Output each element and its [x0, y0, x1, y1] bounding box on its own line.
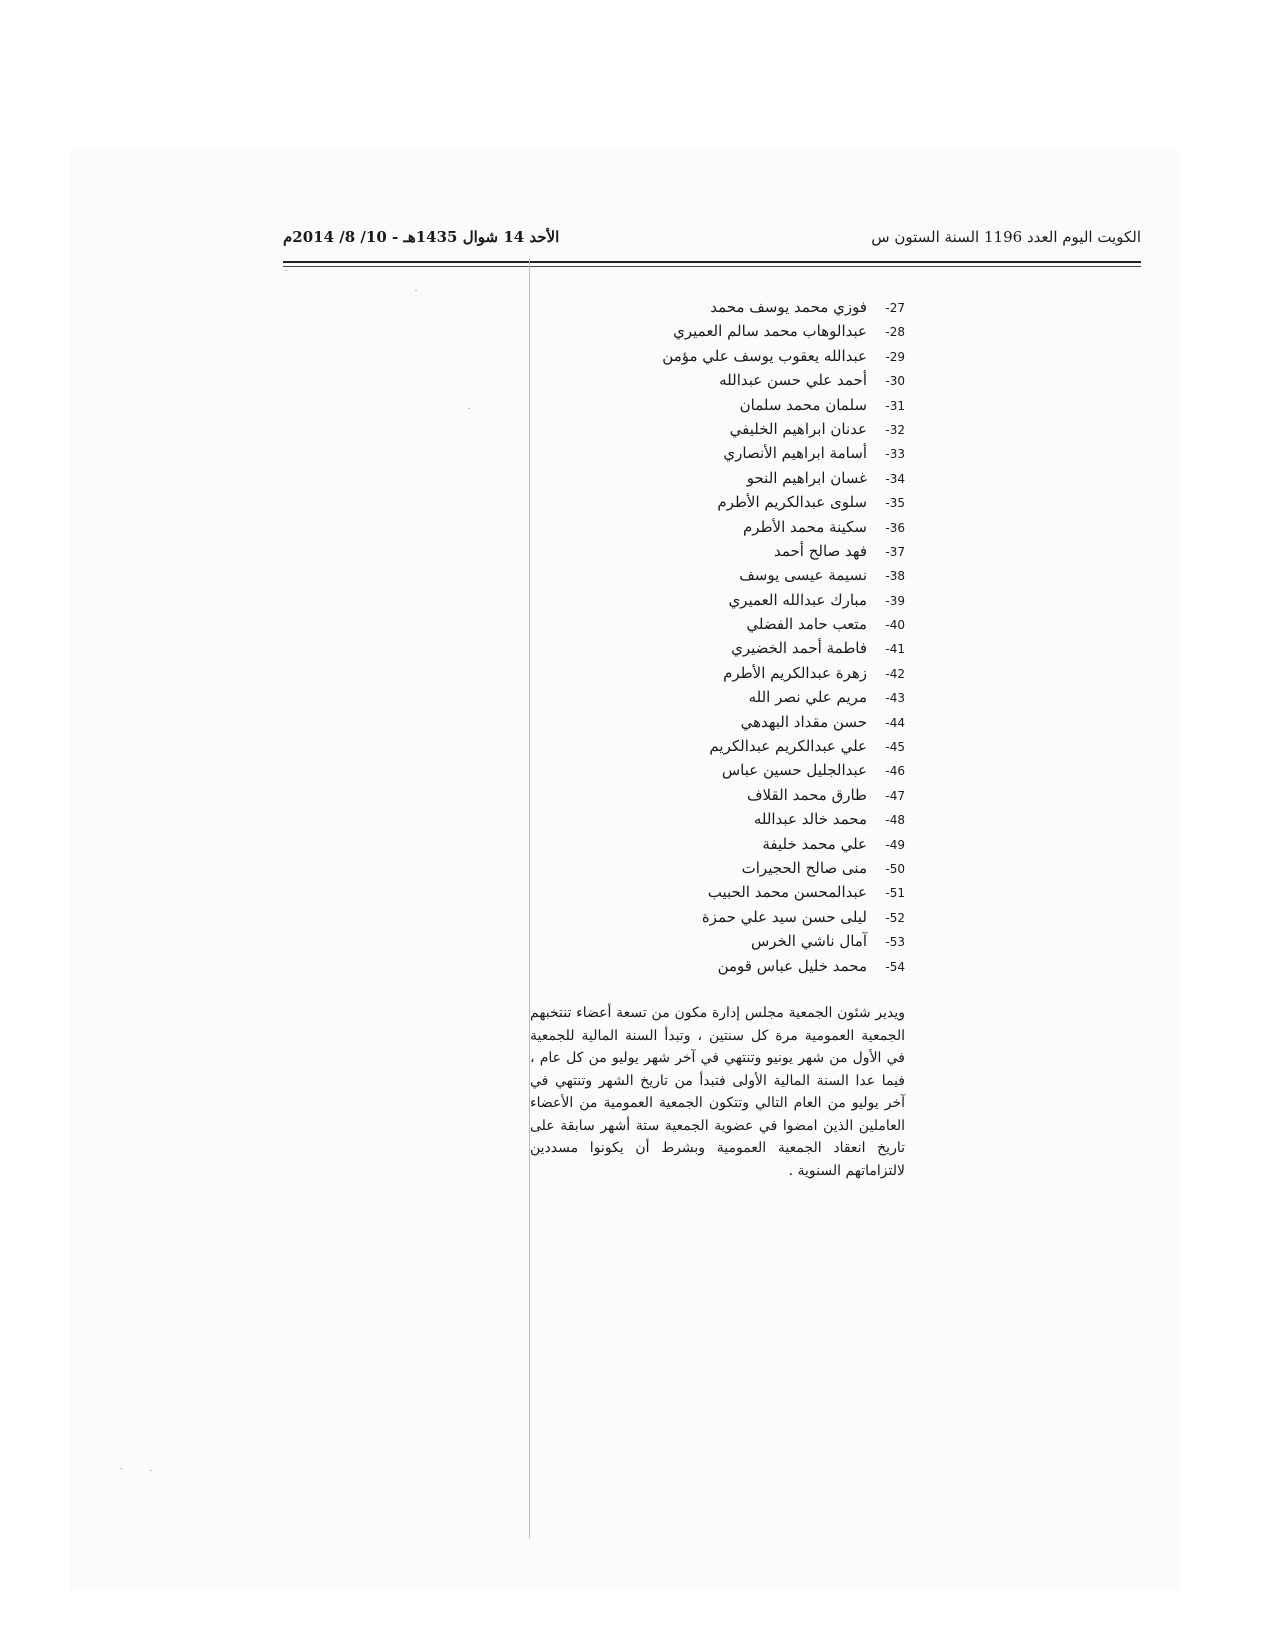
- list-item-number: 35-: [885, 496, 905, 511]
- list-item-name: محمد خليل عباس قومن: [717, 956, 867, 975]
- list-item-number: 30-: [885, 374, 905, 389]
- list-item-name: علي محمد خليفة: [762, 834, 867, 853]
- list-item-name: غسان ابراهيم النحو: [746, 468, 867, 487]
- list-item: [585, 295, 905, 319]
- list-item: [585, 929, 905, 953]
- scan-speck: [285, 270, 287, 271]
- list-item-number: 28-: [885, 325, 905, 340]
- list-item-name: ليلى حسن سيد علي حمزة: [701, 907, 867, 926]
- list-item: [585, 417, 905, 441]
- list-item-number: 52-: [885, 910, 905, 925]
- list-item: [585, 612, 905, 636]
- list-item-name: سلوى عبدالكريم الأطرم: [717, 493, 867, 512]
- list-item: [585, 880, 905, 904]
- list-item-name: أحمد علي حسن عبدالله: [719, 371, 867, 390]
- list-item: [585, 685, 905, 709]
- header-date: الأحد 14 شوال 1435هـ - 10/ 8/ 2014م: [283, 228, 560, 246]
- list-item-name: متعب حامد الفضلي: [746, 615, 867, 634]
- list-item-number: 33-: [885, 447, 905, 462]
- list-item: [585, 783, 905, 807]
- list-item: [585, 539, 905, 563]
- list-item: [585, 319, 905, 343]
- list-item-number: 38-: [885, 569, 905, 584]
- list-item-name: عبدالوهاب محمد سالم العميري: [673, 322, 867, 341]
- list-item: [585, 344, 905, 368]
- body-paragraph: ويدير شئون الجمعية مجلس إدارة مكون من تسعة أعضاء تنتخبهم الجمعية العمومية مرة كل سنتين ، وتبدأ السنة المالية للجمعية في الأول من شهر يونيو وتنتهي في آخر شهر يوليو من كل عام ، فيما عدا السنة المالية الأولى فتبدأ من تاريخ الشهر وتنتهي في آخر يوليو من العام التالي وتتكون الجمعية العمومية من الأعضاء العاملين الذين امضوا في عضوية الجمعية ستة أشهر سابقة على تاريخ انعقاد الجمعية العمومية وبشرط أن يكونوا مسددين لالتزاماتهم السنوية .: [530, 1005, 905, 1179]
- list-item-name: منى صالح الحجيرات: [741, 858, 867, 877]
- list-item: [585, 758, 905, 782]
- list-item: [585, 490, 905, 514]
- list-item: [585, 905, 905, 929]
- list-item-number: 40-: [885, 618, 905, 633]
- list-item: [585, 466, 905, 490]
- list-item: [585, 563, 905, 587]
- list-item-name: أسامة ابراهيم الأنصاري: [723, 444, 867, 463]
- list-item-name: زهرة عبدالكريم الأطرم: [723, 663, 867, 682]
- list-item: [585, 807, 905, 831]
- list-item-number: 49-: [885, 837, 905, 852]
- list-item: [585, 856, 905, 880]
- list-item-name: فاطمة أحمد الخضيري: [731, 639, 867, 658]
- list-item: [585, 515, 905, 539]
- list-item-name: حسن مقداد البهدهي: [740, 712, 867, 731]
- page-header: [283, 228, 1141, 256]
- list-item-name: فهد صالح أحمد: [773, 541, 867, 560]
- list-item-name: طارق محمد القلاف: [746, 785, 867, 804]
- list-item-number: 51-: [885, 886, 905, 901]
- list-item-number: 29-: [885, 349, 905, 364]
- scan-speck: [150, 1470, 152, 1471]
- header-publication-info: الكويت اليوم العدد 1196 السنة الستون س: [871, 228, 1141, 246]
- list-item-number: 47-: [885, 788, 905, 803]
- scan-speck: [468, 408, 470, 409]
- list-item: [585, 661, 905, 685]
- list-item: [585, 710, 905, 734]
- list-item-number: 50-: [885, 861, 905, 876]
- list-item-number: 46-: [885, 764, 905, 779]
- header-rule-thick: [283, 261, 1141, 263]
- scan-speck: [415, 290, 417, 291]
- list-item-name: آمال ناشي الخرس: [750, 932, 867, 951]
- list-item-name: مريم علي نصر الله: [748, 688, 867, 707]
- list-item-number: 39-: [885, 593, 905, 608]
- list-item: [585, 734, 905, 758]
- list-item: [585, 954, 905, 978]
- list-item: [585, 441, 905, 465]
- list-item-number: 27-: [885, 301, 905, 315]
- list-item-name: فوزي محمد يوسف محمد: [710, 298, 867, 316]
- list-item: [585, 588, 905, 612]
- list-item-number: 37-: [885, 544, 905, 559]
- list-item-name: عبدالله يعقوب يوسف علي مؤمن: [662, 346, 867, 365]
- list-item-number: 31-: [885, 398, 905, 413]
- list-item: [585, 393, 905, 417]
- list-item: [585, 636, 905, 660]
- list-item-name: مبارك عبدالله العميري: [728, 590, 867, 609]
- list-item-number: 32-: [885, 422, 905, 437]
- list-item-name: عبدالجليل حسين عباس: [721, 761, 867, 780]
- list-item-number: 54-: [885, 959, 905, 974]
- list-item-name: علي عبدالكريم عبدالكريم: [709, 737, 867, 756]
- list-item-number: 48-: [885, 813, 905, 828]
- header-rule-thin: [283, 266, 1141, 267]
- list-item-number: 44-: [885, 715, 905, 730]
- list-item-number: 34-: [885, 471, 905, 486]
- scan-speck: [120, 1468, 122, 1469]
- list-item-name: محمد خالد عبدالله: [753, 810, 867, 829]
- members-list: [585, 295, 905, 978]
- list-item-number: 36-: [885, 520, 905, 535]
- list-item-number: 42-: [885, 666, 905, 681]
- list-item-name: سلمان محمد سلمان: [739, 395, 867, 414]
- list-item-name: نسيمة عيسى يوسف: [739, 566, 867, 585]
- list-item-number: 41-: [885, 642, 905, 657]
- list-item-name: سكينة محمد الأطرم: [743, 517, 867, 536]
- list-item-name: عدنان ابراهيم الخليفي: [729, 419, 867, 438]
- list-item: [585, 832, 905, 856]
- list-item-number: 53-: [885, 935, 905, 950]
- column-divider: [529, 258, 530, 1538]
- list-item-number: 43-: [885, 691, 905, 706]
- list-item: [585, 368, 905, 392]
- list-item-number: 45-: [885, 740, 905, 755]
- list-item-name: عبدالمحسن محمد الحبيب: [707, 883, 867, 902]
